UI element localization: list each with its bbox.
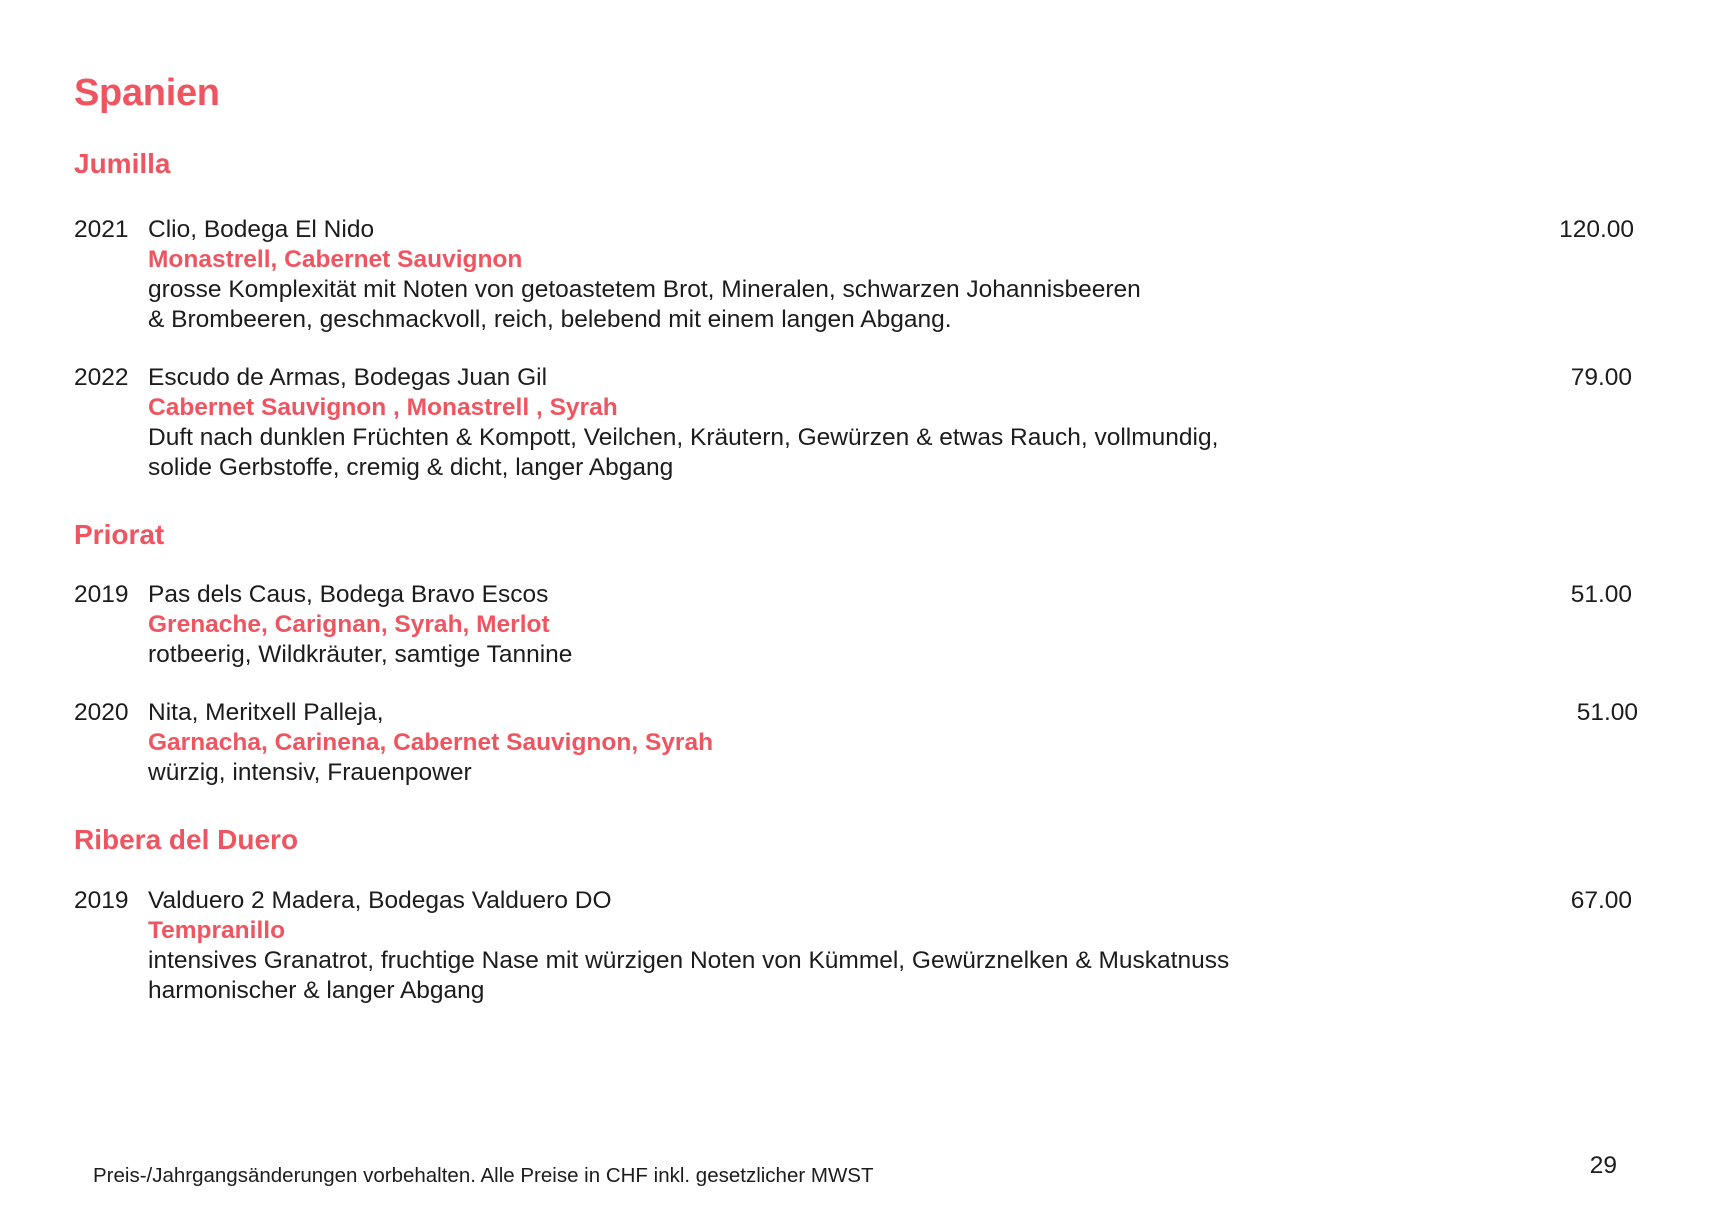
wine-name: Pas dels Caus, Bodega Bravo Escos xyxy=(148,581,549,608)
wine-description-line: solide Gerbstoffe, cremig & dicht, langer Abgang xyxy=(148,454,674,481)
wine-price: 79.00 xyxy=(1570,364,1632,391)
wine-entry-pas-dels-caus xyxy=(74,580,1634,670)
wine-entry-escudo-de-armas xyxy=(74,363,1634,483)
wine-year: 2021 xyxy=(74,216,129,243)
wine-entry-nita xyxy=(74,698,1638,788)
wine-name: Valduero 2 Madera, Bodegas Valduero DO xyxy=(148,887,612,914)
wine-description-line: & Brombeeren, geschmackvoll, reich, belebend mit einem langen Abgang. xyxy=(148,306,952,333)
price-disclaimer-footer: Preis-/Jahrgangsänderungen vorbehalten. Alle Preise in CHF inkl. gesetzlicher MWST xyxy=(93,1164,874,1187)
wine-year: 2020 xyxy=(74,699,129,726)
wine-year: 2022 xyxy=(74,364,129,391)
wine-grapes: Garnacha, Carinena, Cabernet Sauvignon, Syrah xyxy=(148,729,714,756)
wine-name: Escudo de Armas, Bodegas Juan Gil xyxy=(148,364,548,391)
wine-description-line: harmonischer & langer Abgang xyxy=(148,977,485,1004)
wine-price: 51.00 xyxy=(1576,699,1638,726)
wine-grapes: Cabernet Sauvignon , Monastrell , Syrah xyxy=(148,394,618,421)
wine-price: 67.00 xyxy=(1570,887,1632,914)
wine-description-line: Duft nach dunklen Früchten & Kompott, Veilchen, Kräutern, Gewürzen & etwas Rauch, vollmundig, xyxy=(148,424,1219,451)
wine-grapes: Tempranillo xyxy=(148,917,286,944)
wine-entry-clio xyxy=(74,215,1634,335)
region-heading-priorat: Priorat xyxy=(74,519,165,550)
wine-description-line: grosse Komplexität mit Noten von getoastetem Brot, Mineralen, schwarzen Johannisbeeren xyxy=(148,276,1141,303)
wine-entry-valduero xyxy=(74,886,1634,1006)
country-heading: Spanien xyxy=(74,72,220,114)
wine-price: 51.00 xyxy=(1570,581,1632,608)
wine-year: 2019 xyxy=(74,581,129,608)
wine-name: Nita, Meritxell Palleja, xyxy=(148,699,384,726)
region-heading-ribera-del-duero: Ribera del Duero xyxy=(74,824,299,855)
wine-description-line: würzig, intensiv, Frauenpower xyxy=(148,759,472,786)
wine-name: Clio, Bodega El Nido xyxy=(148,216,375,243)
wine-price: 120.00 xyxy=(1559,216,1634,243)
wine-grapes: Grenache, Carignan, Syrah, Merlot xyxy=(148,611,550,638)
wine-year: 2019 xyxy=(74,887,129,914)
wine-grapes: Monastrell, Cabernet Sauvignon xyxy=(148,246,523,273)
wine-description-line: rotbeerig, Wildkräuter, samtige Tannine xyxy=(148,641,573,668)
page-number: 29 xyxy=(1589,1152,1617,1179)
region-heading-jumilla: Jumilla xyxy=(74,148,171,179)
wine-description-line: intensives Granatrot, fruchtige Nase mit würzigen Noten von Kümmel, Gewürznelken & Muskatnuss xyxy=(148,947,1230,974)
